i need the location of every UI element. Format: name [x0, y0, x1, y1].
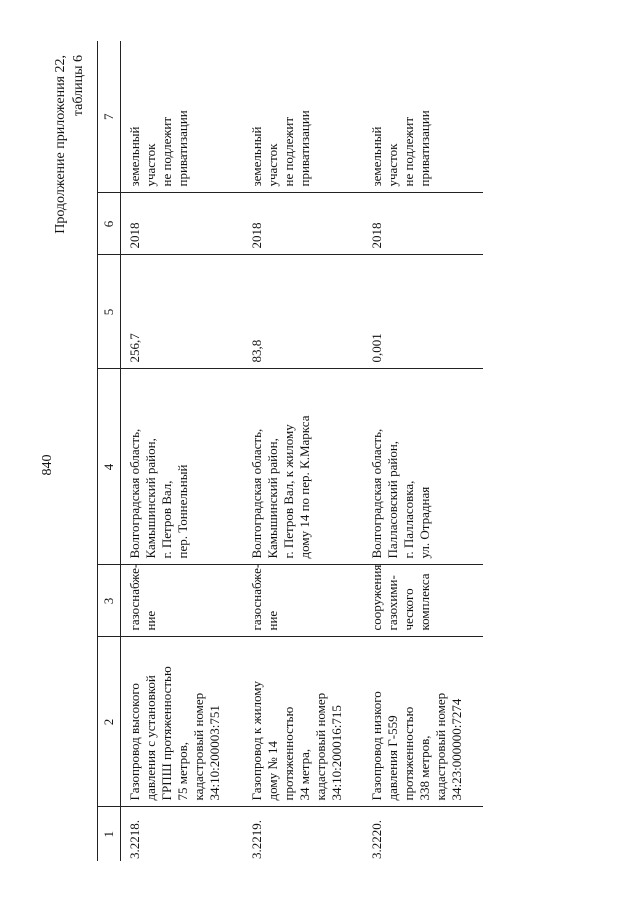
purpose-cell: газоснабже- ние	[243, 565, 363, 637]
column-header: 2	[98, 637, 121, 807]
column-header: 7	[98, 41, 121, 193]
value-cell: 256,7	[121, 255, 243, 369]
year-cell: 2018	[363, 193, 483, 255]
object-name-cell: Газопровод низкого давления Г-559 протяженностью 338 метров, кадастровый номер 34:23:000000:7274	[363, 637, 483, 807]
year-cell: 2018	[243, 193, 363, 255]
property-table	[97, 41, 483, 861]
column-header: 3	[98, 565, 121, 637]
table-row	[243, 41, 363, 861]
continuation-caption: Продолжение приложения 22, таблицы 6	[53, 55, 86, 234]
table-row	[121, 41, 243, 861]
row-number-cell: 3.2218.	[127, 820, 142, 859]
page-number: 840	[40, 454, 55, 476]
year-cell: 2018	[121, 193, 243, 255]
address-cell: Волгоградская область, Камышинский район, г. Петров Вал, к жилому дому 14 по пер. К.Маркса	[243, 369, 363, 565]
header-row	[98, 41, 121, 861]
note-cell: земельный участок не подлежит приватизации	[121, 41, 243, 193]
column-header: 6	[98, 193, 121, 255]
row-number-cell: 3.2219.	[248, 820, 264, 859]
purpose-cell: сооружения газохими- ческого комплекса	[363, 565, 483, 637]
column-header: 5	[98, 255, 121, 369]
value-cell: 0,001	[363, 255, 483, 369]
table-row	[363, 41, 483, 861]
object-name-cell: Газопровод высокого давления с установкой ГРПШ протяженностью 75 метров, кадастровый номер 34:10:200003:751	[121, 637, 243, 807]
object-name-cell: Газопровод к жилому дому № 14 протяженностью 34 метра, кадастровый номер 34:10:200016:715	[243, 637, 363, 807]
value-cell: 83,8	[243, 255, 363, 369]
address-cell: Волгоградская область, Палласовский район, г. Палласовка, ул. Отрадная	[363, 369, 483, 565]
address-cell: Волгоградская область, Камышинский район, г. Петров Вал, пер. Тоннельный	[121, 369, 243, 565]
row-number-cell: 3.2220.	[368, 820, 384, 859]
note-cell: земельный участок не подлежит приватизации	[243, 41, 363, 193]
note-cell: земельный участок не подлежит приватизации	[363, 41, 483, 193]
purpose-cell: газоснабже- ние	[121, 565, 243, 637]
column-header: 1	[98, 807, 121, 861]
column-header: 4	[98, 369, 121, 565]
